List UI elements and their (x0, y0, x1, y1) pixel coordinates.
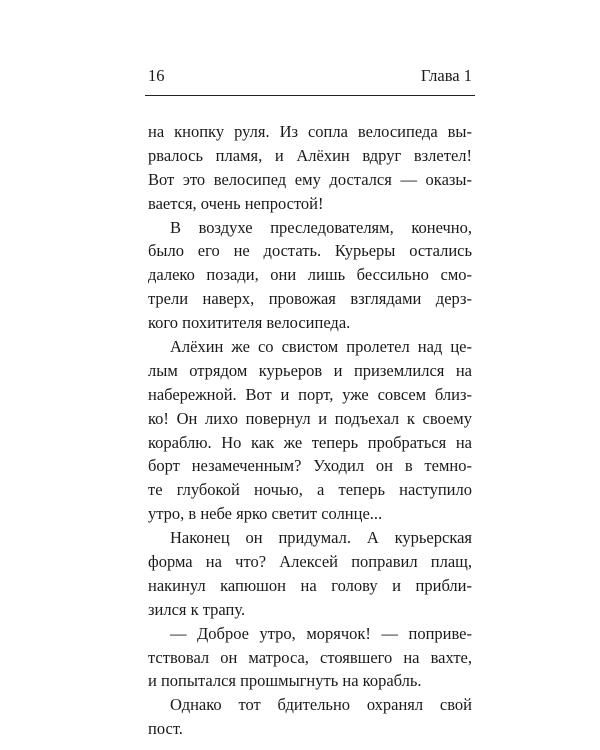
text-line: тствовал он матроса, стоявшего на вахте, (148, 647, 472, 667)
text-line: пост. (148, 719, 183, 739)
text-line: Вот это велосипед ему достался — оказы- (148, 169, 472, 189)
text-line: кораблю. Но как же теперь пробраться на (148, 432, 472, 452)
text-line: те глубокой ночью, а теперь наступило (148, 480, 472, 500)
paragraph-5 (148, 622, 472, 694)
text-line: ко! Он лихо повернул и подъехал к своему (148, 408, 472, 428)
text-line: рвалось пламя, и Алёхин вдруг взлетел! (148, 145, 472, 165)
text-line: и попытался прошмыгнуть на корабль. (148, 671, 422, 691)
chapter-title: Глава 1 (420, 66, 472, 85)
paragraph-2 (148, 216, 472, 335)
text-line: зился к трапу. (148, 599, 246, 619)
paragraph-4 (148, 526, 472, 622)
text-line: кого похитителя велосипеда. (148, 313, 351, 333)
text-line: Алёхин же со свистом пролетел над це- (170, 337, 472, 357)
paragraph-1 (148, 120, 472, 216)
text-line: на кнопку руля. Из сопла велосипеда вы- (148, 122, 472, 141)
running-head (148, 66, 472, 90)
paragraph-6 (148, 693, 472, 741)
text-line: форма на что? Алексей поправил плащ, (148, 552, 472, 572)
text-line: — Доброе утро, морячок! — поприве- (170, 623, 472, 643)
text-line: трели наверх, провожая взглядами дерз- (148, 289, 472, 309)
text-line: утро, в небе ярко светит солнце... (148, 504, 383, 524)
text-line: лым отрядом курьеров и приземлился на (148, 360, 472, 380)
header-rule (145, 95, 475, 96)
text-line: накинул капюшон на голову и прибли- (148, 575, 472, 595)
page-number: 16 (148, 66, 165, 85)
text-line: борт незамеченным? Уходил он в темно- (148, 456, 472, 476)
body-text (148, 120, 472, 741)
paragraph-3 (148, 335, 472, 526)
text-line: Однако тот бдительно охранял свой (170, 695, 472, 715)
text-line: далеко позади, они лишь бессильно смо- (148, 265, 472, 285)
text-line: Наконец он придумал. А курьерская (170, 528, 472, 548)
text-line: В воздухе преследователям, конечно, (170, 217, 472, 237)
text-line: набережной. Вот и порт, уже совсем близ- (148, 384, 472, 404)
text-line: вается, очень непростой! (148, 193, 324, 213)
text-line: было его не достать. Курьеры остались (148, 241, 472, 261)
